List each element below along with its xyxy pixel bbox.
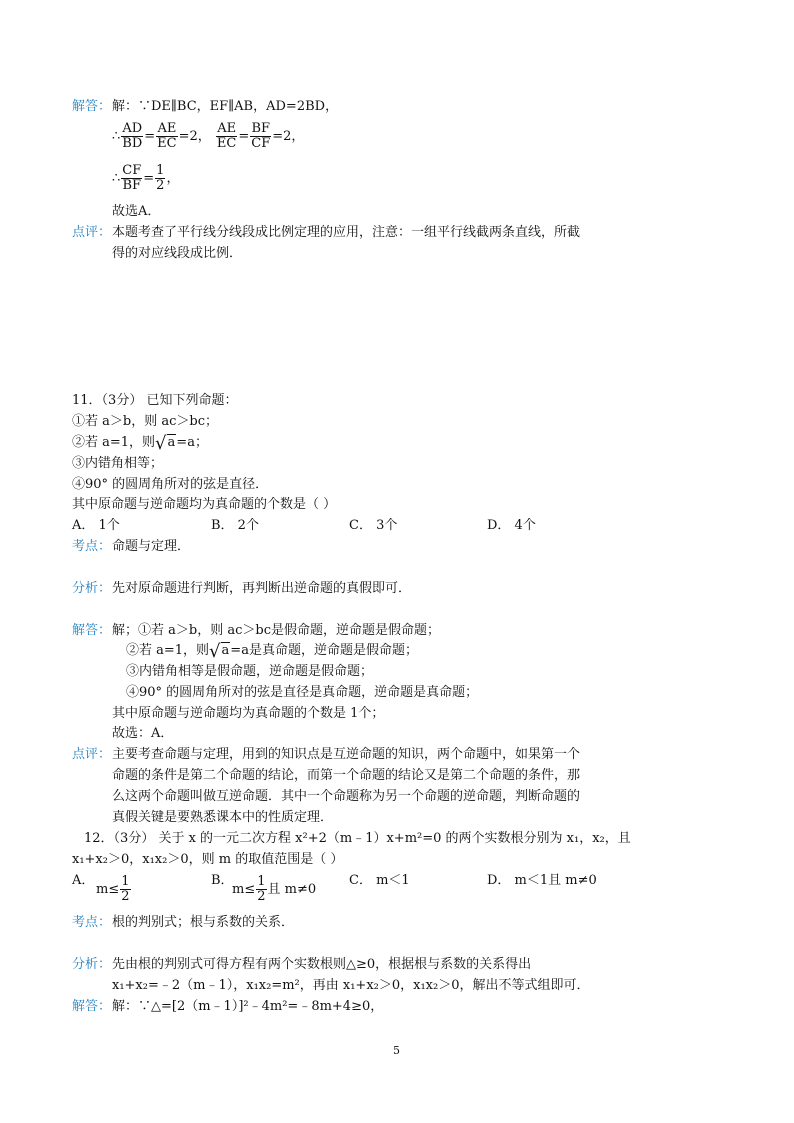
option-b: B． 2个 [211,518,259,533]
question-text: 其中原命题与逆命题均为真命题的个数是（ ） [72,497,337,512]
solution-line: 解；①若 a＞b，则 ac＞bc是假命题，逆命题是假命题； [112,623,440,638]
fraction: $\frac{AE}{EC}$ [216,121,237,151]
solution-line: 其中原命题与逆命题均为真命题的个数是 1个； [112,706,385,721]
option-d: D． m＜1且 m≠0 [487,873,597,888]
fraction: $\frac{AD}{BD}$ [122,121,143,151]
fenxi-text: x₁+x₂=﹣2（m﹣1），x₁x₂=m²，再由 x₁+x₂＞0，x₁x₂＞0，解出不等式组即可． [112,978,590,993]
proposition: ④90° 的圆周角所对的弦是直径． [72,477,269,492]
choose-line: 故选A． [112,204,161,219]
sqrt-expression: √a [209,641,230,662]
kaodian-text: 命题与定理． [112,539,191,554]
option-a: m≤ $\frac{1}{2}$ [96,874,130,904]
sqrt-expression: √a [155,433,176,454]
option-d: D． 4个 [487,518,536,533]
label-jieda: 解答： [72,623,112,638]
label-jieda: 解答： [72,99,112,114]
label-kaodian: 考点： [72,539,112,554]
question-text: x₁+x₂＞0，x₁x₂＞0，则 m 的取值范围是（ ） [72,852,344,867]
label-dianping: 点评： [72,225,112,240]
option-a-label: A． [72,873,95,888]
comment-line: 得的对应线段成比例． [112,246,243,261]
comment-line: 么这两个命题叫做互逆命题．其中一个命题称为另一个命题的逆命题，判断命题的 [112,789,581,804]
kaodian-text: 根的判别式；根与系数的关系． [112,915,295,930]
fenxi-text: 先对原命题进行判断，再判断出逆命题的真假即可． [112,581,412,596]
fraction: $\frac{1}{2}$ [156,163,165,193]
solution-line: ④90° 的圆周角所对的弦是直径是真命题，逆命题是真命题； [126,685,479,700]
solution-line: ③内错角相等是假命题，逆命题是假命题； [126,664,374,679]
option-c: C． 3个 [349,518,398,533]
solution-line: 解：∵△=[2（m﹣1）]²﹣4m²=﹣8m+4≥0， [112,999,384,1014]
label-kaodian: 考点： [72,915,112,930]
label-fenxi: 分析： [72,957,112,972]
label-dianping: 点评： [72,747,112,762]
comment-line: 主要考查命题与定理，用到的知识点是互逆命题的知识，两个命题中，如果第一个 [112,747,581,762]
option-a: A． 1个 [72,518,120,533]
fraction: $\frac{AE}{EC}$ [157,121,177,151]
option-b: m≤ $\frac{1}{2}$ 且 m≠0 [232,874,317,904]
solution-line: 解：∵DE∥BC，EF∥AB，AD=2BD， [112,99,339,114]
comment-line: 本题考查了平行线分线段成比例定理的应用，注意：一组平行线截两条直线，所截 [112,225,581,240]
ratio-line: ∴ $\frac{CF}{BF}$ = $\frac{1}{2}$ ， [112,163,180,193]
option-c: C． m＜1 [349,873,410,888]
question-title: 11．（3分） 已知下列命题： [72,393,238,408]
page-number: 5 [393,1044,400,1057]
label-jieda: 解答： [72,999,112,1014]
ratio-line: ∴ $\frac{AD}{BD}$ = $\frac{AE}{EC}$ =2， $\frac{AE}{EC}$ = $\frac{BF}{CF}$ =2， [112,121,305,151]
solution-line: ②若 a=1，则√a=a是真命题，逆命题是假命题； [126,641,418,662]
fraction: $\frac{CF}{BF}$ [122,163,142,193]
option-b-label: B． [211,873,234,888]
fenxi-text: 先由根的判别式可得方程有两个实数根则△≥0，根据根与系数的关系得出 [112,957,532,972]
label-fenxi: 分析： [72,581,112,596]
proposition: ②若 a=1，则√a=a； [72,433,208,454]
comment-line: 真假关键是要熟悉课本中的性质定理． [112,810,334,825]
fraction: $\frac{1}{2}$ [121,874,130,904]
fraction: $\frac{1}{2}$ [257,874,266,904]
solution-line: 故选：A． [112,726,174,741]
fraction: $\frac{BF}{CF}$ [251,121,271,151]
proposition: ①若 a＞b，则 ac＞bc； [72,414,218,429]
comment-line: 命题的条件是第二个命题的结论，而第一个命题的结论又是第二个命题的条件，那 [112,768,581,783]
question-title: 12．（3分） 关于 x 的一元二次方程 x²+2（m﹣1）x+m²=0 的两个实数根分别为 x₁，x₂，且 [84,831,631,846]
proposition: ③内错角相等； [72,456,164,471]
